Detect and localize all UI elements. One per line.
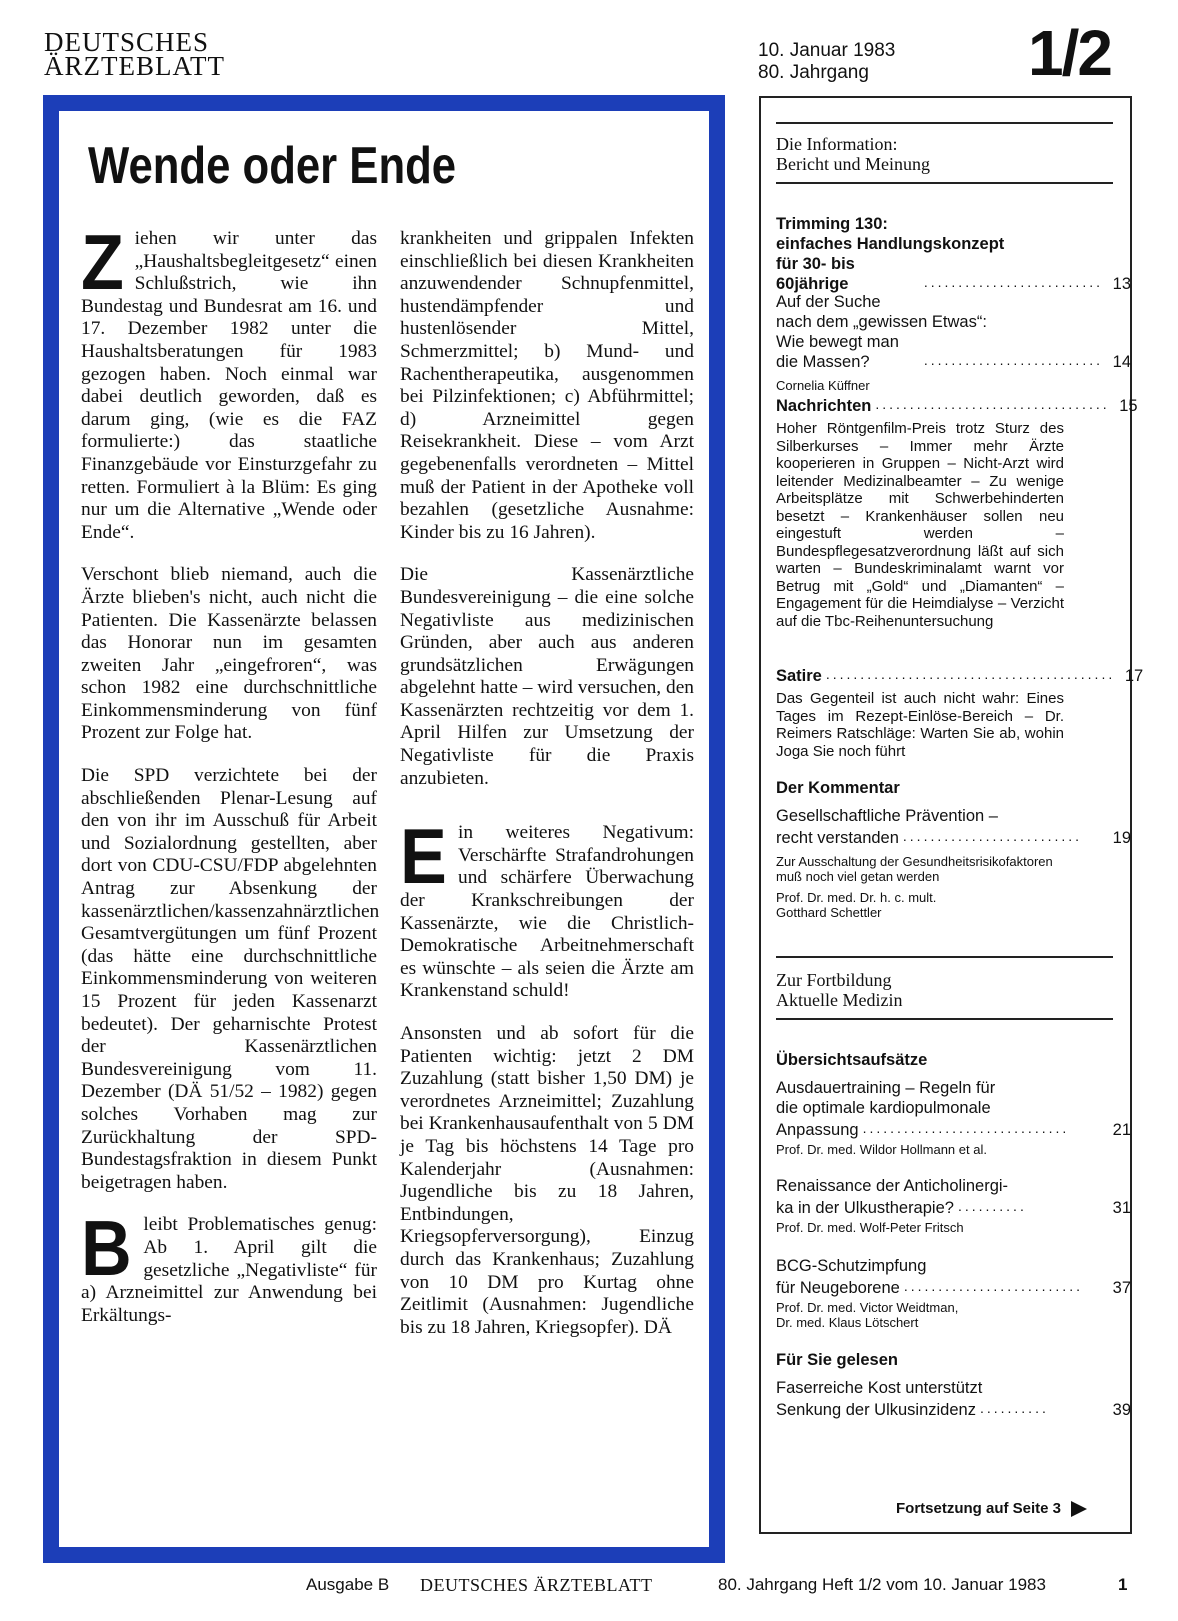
toc-category: Der Kommentar [776, 779, 900, 797]
toc-description: Zur Ausschaltung der Gesundheitsrisikofaktoren muß noch viel getan werden [776, 854, 1053, 884]
article-headline: Wende oder Ende [88, 137, 457, 195]
toc-category-uebersicht: Übersichtsaufsätze [776, 1051, 928, 1069]
issue-volume: 80. Jahrgang [758, 62, 869, 83]
article-paragraph: Verschont blieb niemand, auch die Ärzte blieben's nicht, auch nicht die Patienten. Die Kassenärzte belassen das Honorar nun im gesamten zweiten Jahr „eingefroren“, was schon 1982 eine durchschnittliche Einkommensminderung von fünf Prozent zur Folge hat. [81, 564, 377, 744]
footer-issue: 80. Jahrgang Heft 1/2 vom 10. Januar 1983 [718, 1575, 1046, 1594]
toc-section-fortbildung: Zur Fortbildung Aktuelle Medizin [776, 970, 903, 1010]
author: Dr. med. Klaus Lötschert [776, 1315, 919, 1330]
article-paragraph: krankheiten und grippalen Infekten einschließlich bei diesen Krankheiten anzuwendender Schnupfenmittel, hustendämpfender und hustenlösender Mittel, Schmerzmittel; b) Mund- und Rachentherapeutika, ausgenommen bei Pilzinfektionen; c) Abführmittel; d) Arzneimittel gegen Reisekrankheit. Diese – vom Arzt gegebenenfalls verordneten – Mittel muß der Patient in der Apotheke voll bezahlen (gesetzliche Ausnahme: Kinder bis zu 16 Jahren). [400, 228, 694, 543]
article-column-2 [400, 228, 694, 1359]
author: Prof. Dr. med. Wolf-Peter Fritsch [776, 1220, 964, 1235]
toc-category: Für Sie gelesen [776, 1351, 898, 1369]
issue-number: 1/2 [1028, 17, 1111, 89]
drop-cap: E [400, 812, 447, 901]
drop-cap: B [81, 1204, 132, 1293]
continuation-link[interactable]: Fortsetzung auf Seite 3 [896, 1500, 1087, 1517]
article-paragraph: Ansonsten und ab sofort für die Patienten wichtig: jetzt 2 DM Zuzahlung (statt bisher 1,50 DM) je verordnetes Arzneimittel; Zuzahlung bei Krankenhausaufenthalt von 5 DM je Tag bis höchstens 14 Tage pro Kalenderjahr (Ausnahmen: Jugendliche bis zu 18 Jahren, Entbindungen, Kriegsopferversorgung), Einzug durch das Krankenhaus; Zuzahlung von 10 DM pro Kurtag ohne Zeitlimit (Ausnahmen: Jugendliche bis zu 18 Jahren, Kriegsopfer). DÄ [400, 1023, 694, 1338]
arrow-right-icon [1071, 1501, 1087, 1517]
masthead-line2: ÄRZTEBLATT [44, 51, 225, 81]
divider [776, 956, 1113, 958]
author: Prof. Dr. med. Dr. h. c. mult. [776, 890, 937, 905]
toc-description: Hoher Röntgenfilm-Preis trotz Sturz des Silberkurses – Immer mehr Ärzte kooperieren in Gruppen – Nicht-Arzt wird leitender Medizinalbeamter – Zu wenige Arbeitsplätze mit Schwerbehinderten besetzt – Krankenhäuser sollen neu eingestuft werden – Bundespflegesatzverordnung läßt auf sich warten – Bundeskriminalamt warnt vor Betrug mit „Gold“ und „Diamanten“ – Engagement für die Heimdialyse – Verzicht auf die Tbc-Reihenuntersuchung [776, 420, 1064, 630]
toc-entry-renaissance[interactable]: Renaissance der Anticholinergi- ka in der Ulkustherapie? .......... 31 Prof. Dr. med. Wolf-Peter Fritsch [776, 1177, 1131, 1235]
author: Cornelia Küffner [776, 378, 870, 393]
page-number: 15 [1119, 397, 1138, 415]
toc-entry-kommentar[interactable]: Der Kommentar Gesellschaftliche Prävention – recht verstanden .......................... 19 Zur Ausschaltung der Gesundheitsrisikofaktoren muß noch viel getan werden Prof. Dr. med. Dr. h. c. mult. Gotthard Schettler [776, 779, 1131, 920]
article-column-1 [81, 218, 380, 1347]
author: Gotthard Schettler [776, 905, 882, 920]
toc-entry-suche[interactable]: Auf der Suche nach dem „gewissen Etwas“: Wie bewegt man die Massen? .......................... 14 Cornelia Küffner [776, 293, 1131, 393]
article-paragraph: Die Kassenärztliche Bundesvereinigung – die eine solche Negativliste aus medizinischen Gründen, aber auch aus anderen grundsätzlichen Erwägungen abgelehnt hatte – wird versuchen, den Kassenärzten rechtzeitig vor dem 1. April Hilfen zur Umsetzung der Negativliste für die Praxis anzubieten. [400, 564, 694, 789]
toc-entry-nachrichten[interactable]: Nachrichten .................................. 15 Hoher Röntgenfilm-Preis trotz Sturz des Silberkurses – Immer mehr Ärzte kooperieren in Gruppen – Nicht-Arzt wird leitender Medizinalbeamter – Zu wenige Arbeitsplätze mit Schwerbehinderten besetzt – Krankenhäuser sollen neu eingestuft werden – Bundespflegesatzverordnung läßt auf sich warten – Bundeskriminalamt warnt vor Betrug mit „Gold“ und „Diamanten“ – Engagement für die Heimdialyse – Verzicht auf die Tbc-Reihenuntersuchung [776, 396, 1138, 630]
article-paragraph: Ein weiteres Negativum: Verschärfte Strafandrohungen und schärfere Überwachung der Krankschreibungen der Kassenärzte, wie die Christlich-Demokratische Arbeitnehmerschaft es wünschte – als seien die Ärzte am Krankenstand schuld! [400, 812, 694, 1002]
issue-info [758, 40, 895, 84]
toc-description: Das Gegenteil ist auch nicht wahr: Eines Tages im Rezept-Einlöse-Bereich – Dr. Reimers Ratschläge: Warten Sie ab, wohin Joga Sie noch führt [776, 690, 1064, 760]
page-number: 39 [1112, 1401, 1131, 1419]
page-number: 14 [1112, 353, 1131, 371]
toc-entry-gelesen[interactable]: Für Sie gelesen Faserreiche Kost unterstützt Senkung der Ulkusinzidenz .......... 39 [776, 1351, 1131, 1419]
toc-entry-satire[interactable]: Satire .......................................... 17 Das Gegenteil ist auch nicht wahr: Eines Tages im Rezept-Einlöse-Bereich – Dr. Reimers Ratschläge: Warten Sie ab, wohin Joga Sie noch führt [776, 666, 1144, 760]
divider [776, 1018, 1113, 1020]
page-number: 19 [1112, 829, 1131, 847]
page-number: 31 [1112, 1199, 1131, 1217]
drop-cap: Z [81, 218, 124, 306]
masthead-line1: DEUTSCHES [44, 27, 210, 57]
page-number: 17 [1124, 667, 1144, 685]
footer-journal: DEUTSCHES ÄRZTEBLATT [420, 1575, 653, 1595]
toc-section-information: Die Information: Bericht und Meinung [776, 134, 930, 174]
author: Prof. Dr. med. Wildor Hollmann et al. [776, 1142, 987, 1157]
article-paragraph: Die SPD verzichtete bei der abschließenden Plenar-Lesung auf den von ihr im Ausschuß für Arbeit und Sozialordnung gestellten, aber dort von CDU-CSU/FDP abgelehnten Antrag zur Absenkung der kassenärztlichen/kassenzahnärztlichen Gesamtvergütungen um fünf Prozent (das hätte eine durchschnittliche Einkommensminderung von weiteren 15 Prozent für jeden Kassenarzt bedeutet). Der geharnischte Protest der Kassenärztlichen Bundesvereinigung vom 11. Dezember (DÄ 51/52 – 1982) gegen solches Vorhaben mag zur Zurückhaltung der SPD-Bundestagsfraktion in diesem Punkt beigetragen haben. [81, 765, 380, 1193]
page-number: 37 [1112, 1279, 1131, 1297]
article-paragraph: Ziehen wir unter das „Haushaltsbegleitgesetz“ einen Schlußstrich, wie ihn Bundestag und Bundesrat am 16. und 17. Dezember 1982 unter die Haushaltsberatungen für 1983 gezogen haben. Noch einmal war dabei deutlich geworden, daß es darum ging, (wie es die FAZ formulierte:) das staatliche Finanzgebäude vor Einsturzgefahr zu retten. Formuliert à la Blüm: Es ging nur um die Alternative „Wende oder Ende“. [81, 218, 377, 543]
toc-entry-ausdauer[interactable]: Ausdauertraining – Regeln für die optimale kardiopulmonale Anpassung .............................. 21 Prof. Dr. med. Wildor Hollmann et al. [776, 1079, 1131, 1157]
page-number: 21 [1112, 1121, 1131, 1139]
article-paragraph: Bleibt Problematisches genug: Ab 1. April gilt die gesetzliche „Negativliste“ für a) Arzneimittel zur Anwendung bei Erkältungs- [81, 1204, 377, 1326]
footer-edition: Ausgabe B [306, 1575, 390, 1594]
page-number: 13 [1112, 275, 1131, 293]
toc-entry-trimming[interactable]: Trimming 130: einfaches Handlungskonzept für 30- bis 60jährige .......................... 13 [776, 215, 1131, 293]
toc-entry-bcg[interactable]: BCG-Schutzimpfung für Neugeborene .......................... 37 Prof. Dr. med. Victor Weidtman, Dr. med. Klaus Lötschert [776, 1257, 1131, 1330]
masthead [44, 27, 225, 81]
divider [776, 122, 1113, 124]
issue-date: 10. Januar 1983 [758, 40, 896, 61]
divider [776, 182, 1113, 184]
author: Prof. Dr. med. Victor Weidtman, [776, 1300, 959, 1315]
footer-page-number: 1 [1118, 1575, 1128, 1594]
